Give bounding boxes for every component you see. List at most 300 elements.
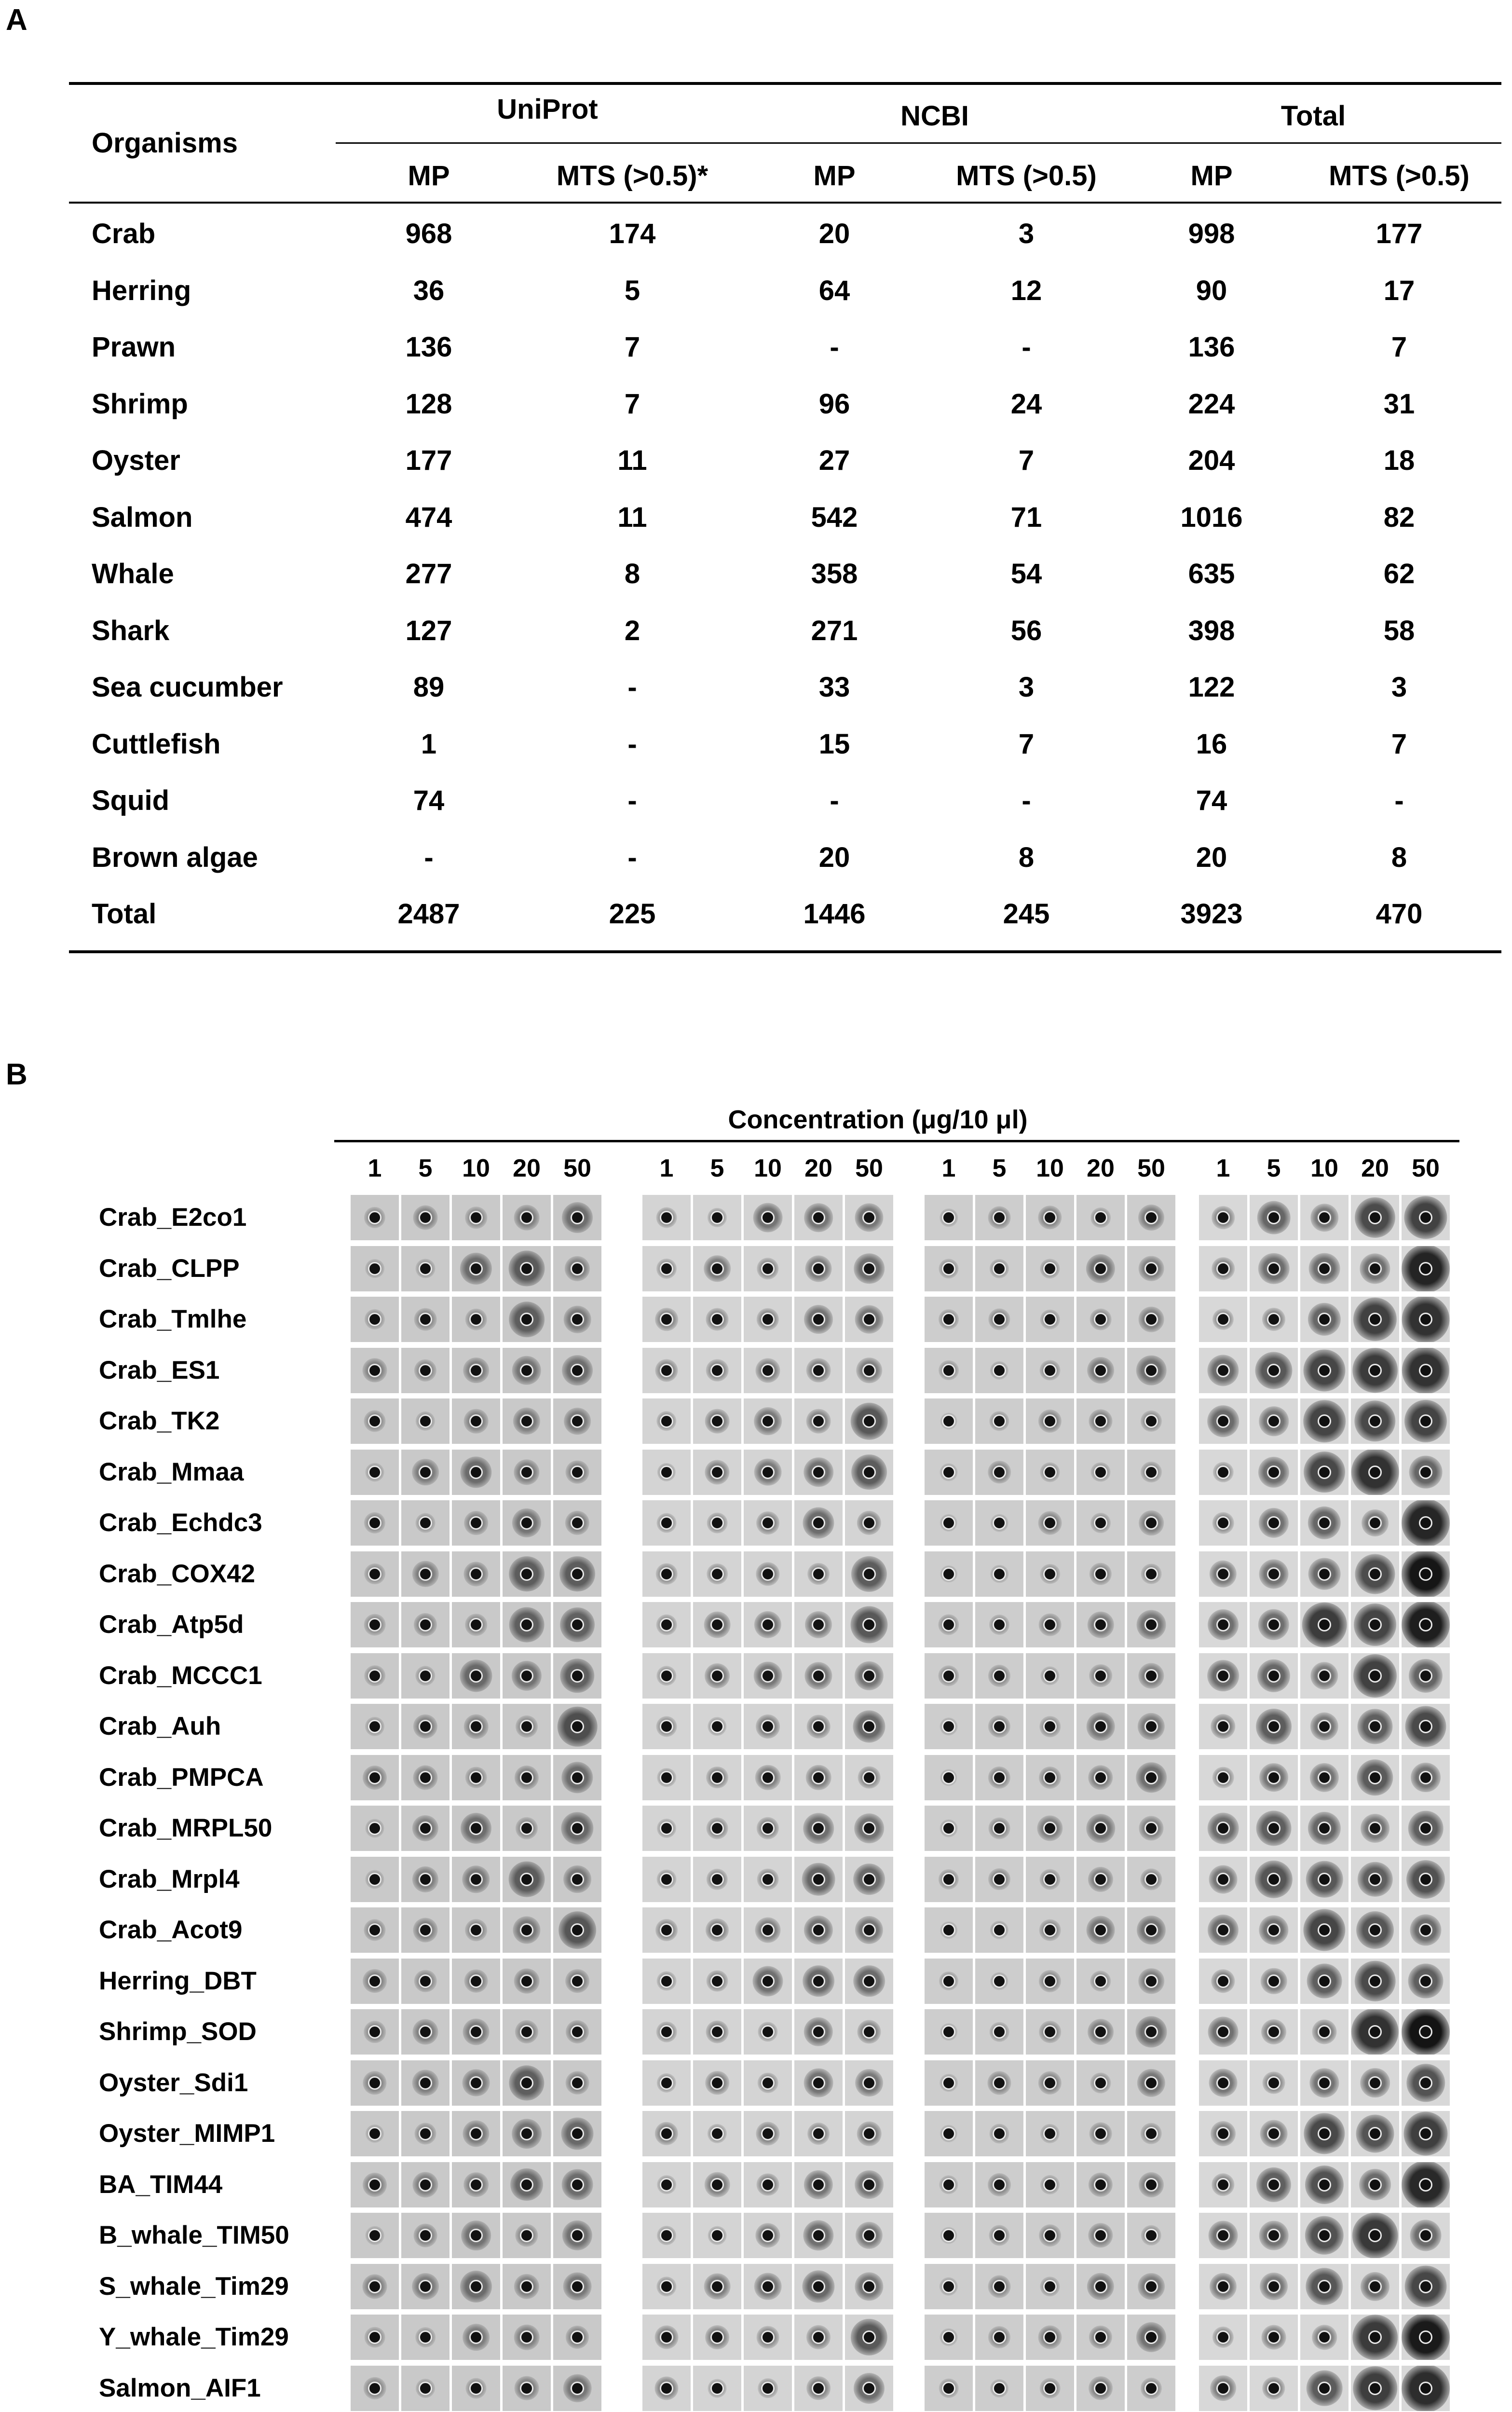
sample-disc [1043,2127,1057,2140]
sample-disc [812,2330,825,2344]
sample-disc [942,1873,955,1886]
sample-disc [942,1923,955,1937]
plate-well [1299,2314,1349,2361]
sample-disc [1267,2229,1280,2242]
sample-disc [993,2229,1006,2242]
plate-well [1025,1601,1075,1648]
sample-disc [761,1364,775,1377]
table-cell: 225 [609,898,656,930]
sample-disc [1419,1618,1432,1631]
table-cell: 7 [1391,728,1407,760]
plate-well [793,2161,844,2208]
sample-disc [761,1618,775,1631]
sample-disc [368,1466,381,1479]
plate-well [974,2110,1024,2157]
sample-disc [1094,1567,1107,1581]
plate-well [451,1245,501,1292]
sample-disc [812,1466,825,1479]
sample-disc [1318,1262,1331,1275]
table-cell: - [1022,785,1031,816]
sample-disc [368,1567,381,1581]
plate-well [974,1652,1024,1699]
concentration-tick: 50 [855,1154,883,1182]
plate-well [1350,1194,1400,1241]
sample-disc [1368,1313,1382,1326]
sample-disc [469,1364,483,1377]
sample-disc [812,1364,825,1377]
sample-disc [993,2076,1006,2090]
plate-well [552,2263,602,2310]
table-cell: 33 [818,672,850,703]
plate-well [1299,2161,1349,2208]
sample-disc [1267,2382,1280,2395]
plate-well [692,1652,742,1699]
plate-well [1350,1347,1400,1394]
plate-well [350,1856,400,1903]
sample-disc [571,1414,584,1428]
sample-disc [368,1669,381,1683]
sample-disc [1144,1211,1158,1224]
plate-well [1025,2212,1075,2259]
plate-well [924,2263,974,2310]
plate-well [552,1906,602,1954]
plate-well [1076,1856,1126,1903]
plate-well [974,1906,1024,1954]
plate-well [641,2263,692,2310]
table-cell: 174 [609,218,656,249]
sample-disc [1144,1414,1158,1428]
plate-well [502,1703,552,1750]
sample-disc [520,1974,533,1988]
sample-disc [1419,1567,1432,1581]
plate-well [350,1347,400,1394]
plate-well [400,1245,450,1292]
sample-label: Crab_Mmaa [99,1457,244,1486]
table-cell: - [627,672,637,703]
sample-disc [1144,1364,1158,1377]
plate-well [451,2059,501,2107]
plate-well [1076,2059,1126,2107]
sample-disc [1043,1923,1057,1937]
plate-well [743,1245,793,1292]
concentration-tick: 5 [992,1154,1007,1182]
plate-well [1401,1296,1451,1343]
plate-well [552,2212,602,2259]
plate-well [350,2365,400,2412]
sample-label: Crab_MCCC1 [99,1661,262,1690]
sample-disc [993,2127,1006,2140]
plate-well [974,1601,1024,1648]
sample-disc [812,2280,825,2293]
sample-disc [419,1211,432,1224]
table-cell: 17 [1383,274,1415,306]
sample-disc [1043,1567,1057,1581]
plate-well [793,1906,844,1954]
plate-well [641,2110,692,2157]
sample-disc [862,1974,876,1988]
sample-disc [993,2330,1006,2344]
sample-disc [942,1313,955,1326]
plate-well [924,1449,974,1496]
sample-disc [469,1873,483,1886]
plate-well [1401,2008,1451,2056]
concentration-tick: 20 [804,1154,832,1182]
sample-disc [1267,1414,1280,1428]
sample-disc [368,1414,381,1428]
table-cell: 90 [1196,274,1227,306]
plate-well [451,1958,501,2005]
plate-well [451,1194,501,1241]
sample-disc [993,1364,1006,1377]
sample-disc [1267,1771,1280,1784]
sample-disc [660,1414,673,1428]
plate-well [1198,1499,1248,1547]
plate-well [743,1856,793,1903]
sample-disc [1043,1822,1057,1835]
plate-well [1249,1601,1299,1648]
sample-disc [520,1516,533,1530]
sample-disc [660,2025,673,2039]
plate-well [1198,2212,1248,2259]
plate-well [552,1601,602,1648]
sample-disc [368,2382,381,2395]
sample-disc [1043,1873,1057,1886]
plate-well [743,2161,793,2208]
plate-well [1249,2263,1299,2310]
sample-label: Crab_Auh [99,1712,221,1740]
table-cell: 245 [1003,898,1050,930]
table-cell: 16 [1196,728,1227,760]
plate-well [974,1296,1024,1343]
sample-disc [1043,2229,1057,2242]
header-bottom-rule [69,202,1501,204]
plate-well [924,1398,974,1445]
sample-disc [520,1822,533,1835]
sample-disc [1094,1313,1107,1326]
sample-disc [710,1211,724,1224]
sample-disc [1318,1923,1331,1937]
sample-disc [368,1262,381,1275]
sample-disc [571,1720,584,1733]
plate-well [502,1856,552,1903]
sample-disc [469,2382,483,2395]
sample-disc [862,2280,876,2293]
plate-well [1025,2059,1075,2107]
plate-well [1350,2008,1400,2056]
plate-well [743,1906,793,1954]
sample-disc [942,2178,955,2192]
table-top-rule [69,82,1501,85]
sample-disc [1419,2178,1432,2192]
plate-well [1299,1296,1349,1343]
concentration-tick: 20 [513,1154,541,1182]
sample-disc [1267,2076,1280,2090]
plate-well [400,2314,450,2361]
sample-disc [1419,1414,1432,1428]
plate-well [1350,1449,1400,1496]
sample-label: Y_whale_Tim29 [99,2323,289,2351]
plate-well [743,1754,793,1801]
sample-disc [1043,1313,1057,1326]
sample-disc [1216,2280,1230,2293]
plate-well [1299,2110,1349,2157]
plate-well [1076,2110,1126,2157]
table-cell: 136 [1188,331,1235,363]
sample-disc [1419,1466,1432,1479]
plate-well [1350,1652,1400,1699]
sample-disc [419,2025,432,2039]
sample-disc [761,2382,775,2395]
sample-disc [660,1211,673,1224]
sample-disc [862,1262,876,1275]
plate-well [350,1754,400,1801]
table-row-organism: Prawn [92,331,176,363]
sample-disc [993,1771,1006,1784]
plate-well [924,1499,974,1547]
table-cell: 3 [1018,672,1035,703]
sample-disc [710,2025,724,2039]
sample-disc [571,2280,584,2293]
sample-disc [368,1720,381,1733]
sample-disc [419,1313,432,1326]
sample-disc [993,1313,1006,1326]
plate-well [1076,2161,1126,2208]
sample-disc [1419,1873,1432,1886]
sample-disc [469,1262,483,1275]
sample-disc [862,2382,876,2395]
sample-disc [761,1516,775,1530]
plate-well [400,1805,450,1852]
sample-label: Crab_E2co1 [99,1203,247,1232]
plate-well [1401,2212,1451,2259]
sample-disc [1267,1720,1280,1733]
plate-well [974,2212,1024,2259]
sample-disc [942,2076,955,2090]
sample-disc [1368,1771,1382,1784]
plate-well [1076,2212,1126,2259]
sample-disc [812,1669,825,1683]
plate-well [1126,1245,1176,1292]
sample-disc [571,1516,584,1530]
plate-well [924,1296,974,1343]
plate-well [1025,2008,1075,2056]
plate-well [1025,2161,1075,2208]
sample-disc [368,1771,381,1784]
sample-disc [1144,1974,1158,1988]
sample-disc [942,2330,955,2344]
sample-disc [660,2178,673,2192]
plate-well [1299,1906,1349,1954]
plate-well [692,1754,742,1801]
sample-disc [368,2127,381,2140]
sample-disc [419,1822,432,1835]
plate-well [1076,1550,1126,1598]
plate-well [974,1499,1024,1547]
sample-label: Oyster_MIMP1 [99,2119,275,2148]
sample-disc [942,2229,955,2242]
plate-well [1401,1906,1451,1954]
plate-well [400,2263,450,2310]
plate-well [793,1805,844,1852]
sample-disc [1216,2127,1230,2140]
sample-disc [761,1466,775,1479]
plate-well [743,1550,793,1598]
plate-well [641,2314,692,2361]
plate-well [692,2212,742,2259]
plate-well [350,2212,400,2259]
plate-well [641,2365,692,2412]
plate-well [552,1245,602,1292]
table-row-organism: Oyster [92,445,180,476]
plate-well [1076,2263,1126,2310]
subheader-total-mts: MTS (>0.5) [1329,160,1470,192]
plate-well [1025,1958,1075,2005]
panel-a-label: A [6,3,27,37]
plate-well [641,2212,692,2259]
sample-disc [761,1873,775,1886]
sample-disc [812,1720,825,1733]
sample-disc [862,1618,876,1631]
plate-well [552,1856,602,1903]
sample-disc [1318,1974,1331,1988]
plate-well [1198,1652,1248,1699]
plate-well [1249,1550,1299,1598]
plate-well [743,2110,793,2157]
plate-well [350,1652,400,1699]
sample-disc [1216,1669,1230,1683]
table-cell: - [1394,785,1404,816]
plate-well [1350,1754,1400,1801]
sample-disc [1368,2229,1382,2242]
sample-disc [469,1974,483,1988]
plate-well [1299,1499,1349,1547]
plate-well [1401,1703,1451,1750]
table-cell: 3 [1391,672,1407,703]
sample-disc [571,2229,584,2242]
sample-disc [1216,1414,1230,1428]
plate-well [400,2008,450,2056]
sample-disc [761,1669,775,1683]
sample-disc [1144,2382,1158,2395]
sample-label: Crab_MRPL50 [99,1814,272,1842]
plate-well [502,2161,552,2208]
table-cell: 8 [624,558,640,589]
sample-disc [862,2178,876,2192]
sample-disc [993,1618,1006,1631]
sample-disc [1368,1364,1382,1377]
sample-disc [942,1720,955,1733]
sample-disc [761,2178,775,2192]
plate-well [1249,2110,1299,2157]
plate-well [502,1754,552,1801]
sample-disc [1043,1262,1057,1275]
sample-disc [1043,1364,1057,1377]
plate-well [641,1347,692,1394]
plate-well [692,1601,742,1648]
plate-well [1249,1296,1299,1343]
table-cell: 1016 [1180,501,1243,533]
sample-disc [469,1313,483,1326]
table-row-organism: Total [92,898,157,930]
plate-well [924,1703,974,1750]
plate-well [502,1652,552,1699]
table-cell: 74 [1196,785,1227,816]
sample-disc [1144,1262,1158,1275]
table-cell: - [627,785,637,816]
table-row-organism: Sea cucumber [92,672,283,703]
plate-well [1126,2212,1176,2259]
plate-well [641,1499,692,1547]
plate-well [692,1856,742,1903]
plate-well [502,1245,552,1292]
sample-disc [862,1720,876,1733]
sample-disc [571,1262,584,1275]
sample-disc [1144,2280,1158,2293]
sample-disc [812,1822,825,1835]
sample-disc [1094,2229,1107,2242]
plate-well [743,1652,793,1699]
sample-disc [1216,1720,1230,1733]
plate-well [1025,1296,1075,1343]
plate-well [350,2110,400,2157]
table-cell: 7 [1018,728,1035,760]
sample-disc [520,1923,533,1937]
sample-disc [368,2076,381,2090]
sample-disc [1216,1211,1230,1224]
plate-well [974,1805,1024,1852]
plate-well [1299,1398,1349,1445]
plate-well [974,1194,1024,1241]
sample-disc [469,1414,483,1428]
table-cell: 71 [1010,501,1042,533]
sample-disc [520,1567,533,1581]
plate-well [641,1296,692,1343]
plate-well [1299,1652,1349,1699]
plate-well [1249,1754,1299,1801]
sample-disc [520,1618,533,1631]
sample-disc [1144,1822,1158,1835]
sample-disc [660,2076,673,2090]
table-cell: 31 [1383,388,1415,420]
sample-disc [419,1567,432,1581]
sample-disc [469,1720,483,1733]
sample-label: Crab_ES1 [99,1356,220,1384]
plate-well [552,2314,602,2361]
plate-well [502,1296,552,1343]
plate-well [743,2314,793,2361]
sample-disc [1094,1466,1107,1479]
sample-disc [1318,2382,1331,2395]
sample-disc [571,1822,584,1835]
sample-disc [761,1211,775,1224]
sample-disc [993,1211,1006,1224]
sample-disc [761,2330,775,2344]
plate-well [793,1398,844,1445]
plate-well [641,2008,692,2056]
sample-disc [419,1873,432,1886]
plate-well [350,2059,400,2107]
plate-well [1076,1652,1126,1699]
sample-disc [1216,1567,1230,1581]
sample-disc [1368,1822,1382,1835]
sample-label: Oyster_Sdi1 [99,2068,248,2097]
plate-well [1076,1499,1126,1547]
sample-disc [993,1516,1006,1530]
plate-well [1299,1703,1349,1750]
plate-well [924,1194,974,1241]
table-cell: 128 [405,388,452,420]
plate-well [1350,2110,1400,2157]
